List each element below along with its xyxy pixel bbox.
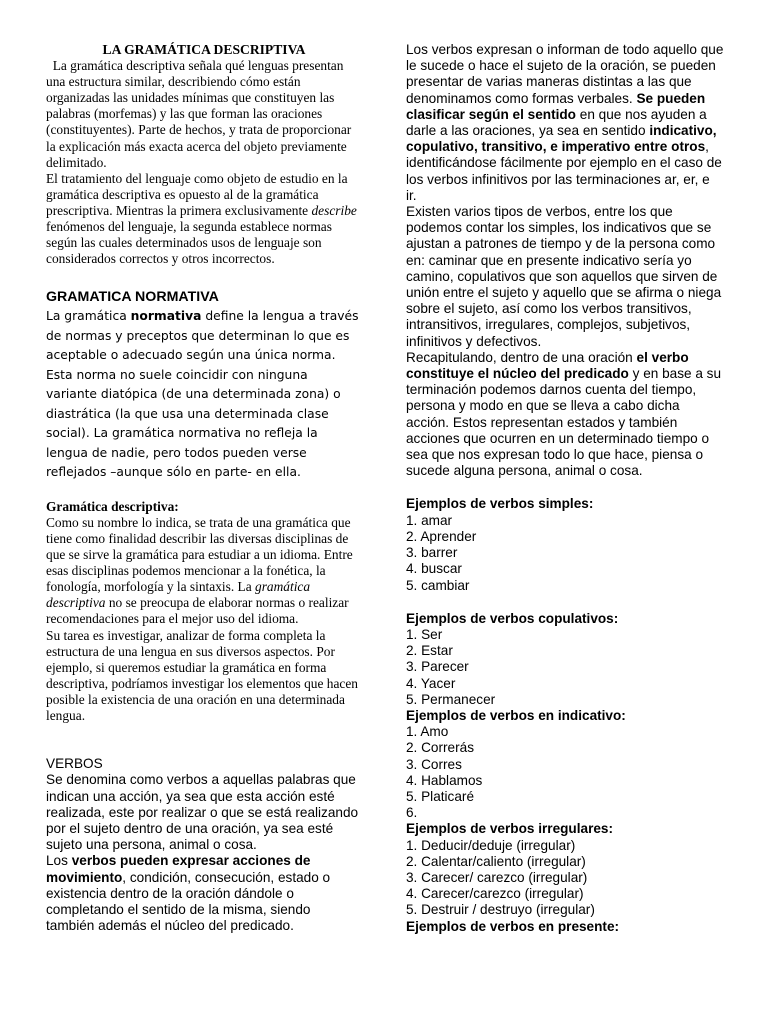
p3-text-a: Recapitulando, dentro de una oración (406, 349, 637, 365)
doc-title: LA GRAMÁTICA DESCRIPTIVA (102, 42, 306, 57)
spacer (406, 594, 724, 611)
p1-text-b: en que nos ayuden a darle a las oraciones, ya sea en sentido (406, 106, 707, 139)
tratamiento-emphasis: describe (311, 202, 357, 218)
irregulares-list (406, 838, 724, 919)
copulativos-list (406, 627, 724, 708)
list-item: 1. amar (406, 512, 453, 528)
verbos-heading: VERBOS (46, 756, 103, 772)
intro-text: La gramática descriptiva señala qué lenguas presentan una estructura similar, describiendo cómo están organizadas las unidades mínimas que constituyen las palabras (morfemas) y las que forman las oraciones (constituyentes). Parte de hechos, y trata de proporcionar la explicación más exacta acerca del objeto previamente delimitado. (46, 58, 355, 170)
list-item: 3. barrer (406, 545, 458, 561)
p1-text-c: , identificándose fácilmente por ejemplo en el caso de los verbos infinitivos por las terminaciones ar, er, e ir. (406, 139, 722, 203)
list-item: 2. Calentar/caliento (irregular) (406, 853, 586, 869)
verbos-paragraph-2 (46, 853, 362, 934)
p1-text-a: Los verbos expresan o informan de todo aquello que le sucede o hace el sujeto de la oración, se pueden presentar de varias maneras distintas a las que denominamos como formas verbales. (406, 42, 724, 106)
list-item: 2. Correrás (406, 740, 474, 756)
list-item: 1. Deducir/deduje (irregular) (406, 837, 576, 853)
desc-emphasis: gramática descriptiva (46, 579, 311, 611)
normativa-text-a: La gramática (46, 309, 131, 324)
tratamiento-paragraph (46, 171, 362, 268)
indicativo-list (406, 724, 724, 821)
desc-paragraph-2: Su tarea es investigar, analizar de forma completa la estructura de una lengua en sus diversos aspectos. Por ejemplo, si queremos estudiar la gramática en forma descriptiva, podríamos investigar los elementos que hacen posible la existencia de una oración en una determinada lengua. (46, 627, 358, 724)
descriptiva-section (46, 42, 362, 267)
list-item: 4. Carecer/carezco (irregular) (406, 886, 584, 902)
spacer (406, 479, 724, 496)
tratamiento-text-a: El tratamiento del lenguaje como objeto de estudio en la gramática descriptiva es opuesto al de la gramática prescriptiva. Mientras la primera exclusivamente (46, 170, 348, 218)
list-item: 2. Aprender (406, 528, 477, 544)
simples-list (406, 513, 724, 594)
copulativos-heading: Ejemplos de verbos copulativos: (406, 610, 619, 626)
list-item: 5. Platicaré (406, 788, 475, 804)
desc-text-b: no se preocupa de elaborar normas o realizar recomendaciones para el mejor uso del idioma. (46, 595, 349, 627)
list-item: 4. buscar (406, 561, 462, 577)
simples-heading: Ejemplos de verbos simples: (406, 496, 594, 512)
verbos-bold: verbos pueden expresar acciones de movimiento (46, 853, 311, 885)
normativa-paragraph (46, 307, 362, 483)
tratamiento-text-b: fenómenos del lenguaje, la segunda establece normas según las cuales determinados usos de lenguaje son considerados correctos y otros incorrectos. (46, 219, 332, 267)
p1-bold-2: indicativo, copulativo, transitivo, e imperativo entre otros (406, 123, 717, 155)
gramatica-descriptiva-section (46, 499, 362, 724)
desc-text-a: Como su nombre lo indica, se trata de una gramática que tiene como finalidad describir las diversas disciplinas de que se sirve la gramática para estudiar a un idioma. Entre esas disciplinas podemos mencionar a la fonética, la fonología, morfología y la sintaxis. La (46, 514, 353, 595)
list-item: 3. Corres (406, 756, 462, 772)
formas-verbales-paragraph (406, 42, 724, 204)
normativa-text-b: define la lengua a través de normas y preceptos que determinan lo que es aceptable o adecuado según una única norma. Esta norma no suele coincidir con ninguna variante diatópica (de una determinada zona) o diastrática (la que usa una determinada clase social). La gramática normativa no refleja la lengua de nadie, pero todos pueden verse reflejados –aunque sólo en parte- en ella. (46, 309, 359, 480)
irregulares-heading: Ejemplos de verbos irregulares: (406, 821, 614, 837)
verbos-text-b1: Los (46, 853, 72, 869)
list-item: 1. Amo (406, 724, 449, 740)
verbos-paragraph-1: Se denomina como verbos a aquellas palabras que indican una acción, ya sea que esta acción esté realizada, este por realizar o que se está realizando por el sujeto dentro de una oración, ya sea esté sujeto una persona, animal o cosa. (46, 772, 359, 853)
left-column (46, 42, 362, 934)
normativa-heading: GRAMATICA NORMATIVA (46, 289, 219, 306)
descriptiva-heading: Gramática descriptiva: (46, 498, 179, 514)
right-column (406, 42, 724, 935)
list-item: 5. Permanecer (406, 691, 496, 707)
presente-heading: Ejemplos de verbos en presente: (406, 918, 620, 934)
list-item: 6. (406, 805, 418, 821)
p1-bold-1: Se pueden clasificar según el sentido (406, 90, 706, 122)
verbos-section (46, 756, 362, 934)
list-item: 4. Hablamos (406, 772, 483, 788)
list-item: 1. Ser (406, 626, 443, 642)
list-item: 5. Destruir / destruyo (irregular) (406, 902, 595, 918)
tipos-paragraph: Existen varios tipos de verbos, entre los que podemos contar los simples, los indicativos que se ajustan a patrones de tiempo y de la persona como en: caminar que en presente indicativo sería yo camino, copulativos que son aquellos que sirven de unión entre el sujeto y aquello que se afirma o niega sobre el sujeto, así como los verbos transitivos, intransitivos, irregulares, complejos, subjetivos, infinitivos y defectivos. (406, 204, 722, 349)
verbos-text-b2: , condición, consecución, estado o existencia dentro de la oración dándole o completando el sentido de la misma, siendo también además el núcleo del predicado. (46, 869, 331, 934)
indicativo-heading: Ejemplos de verbos en indicativo: (406, 707, 626, 723)
list-item: 5. cambiar (406, 577, 470, 593)
list-item: 2. Estar (406, 643, 453, 659)
list-item: 3. Parecer (406, 659, 469, 675)
p3-bold: el verbo constituye el núcleo del predicado (406, 349, 689, 382)
list-item: 4. Yacer (406, 675, 456, 691)
recapitulando-paragraph (406, 350, 724, 480)
p3-text-b: y en base a su terminación podemos darnos cuenta del tiempo, persona y modo en que se lleva a cabo dicha acción. Estos representan estados y también acciones que ocurren en un determinado tiempo o sea que nos expresan todo lo que hace, piensa o sucede alguna persona, animal o cosa. (406, 366, 722, 479)
list-item: 3. Carecer/ carezco (irregular) (406, 869, 588, 885)
desc-paragraph-1 (46, 515, 362, 628)
normativa-bold: normativa (130, 309, 202, 324)
intro-paragraph (46, 58, 362, 171)
